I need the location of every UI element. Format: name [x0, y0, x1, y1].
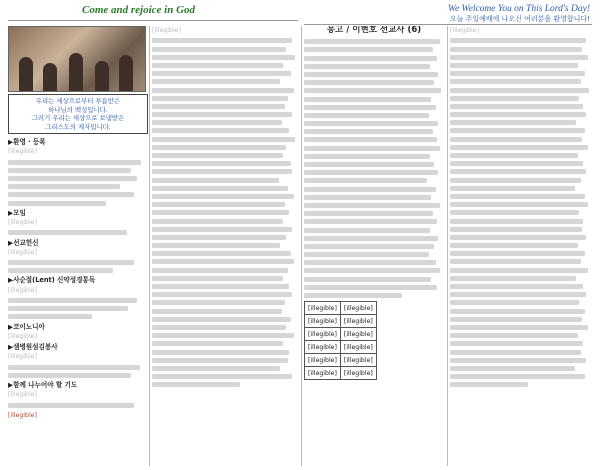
- section-heading: ▶모임: [8, 208, 26, 217]
- illegible-body-text: [304, 39, 444, 298]
- caption-line: 그리스도의 제자입니다.: [45, 122, 111, 131]
- section-heading: ▶선교헌신: [8, 238, 39, 247]
- table-cell: [illegible]: [305, 328, 341, 341]
- table-cell: [illegible]: [340, 354, 376, 367]
- header-right: [304, 4, 592, 25]
- closing-note: [illegible]: [8, 411, 37, 419]
- missionary-info-table: [304, 301, 377, 380]
- section-body: [illegible]: [8, 248, 37, 256]
- congregation-photo: [8, 26, 146, 92]
- table-cell: [illegible]: [340, 315, 376, 328]
- missionary-title: 몽고 / 이현호 선교사 (6): [326, 26, 422, 35]
- caption-line: 우리는 세상으로부터 부름받은: [35, 97, 121, 105]
- table-cell: [illegible]: [305, 341, 341, 354]
- section-body: [illegible]: [8, 391, 37, 399]
- table-row: [305, 315, 377, 328]
- table-cell: [illegible]: [305, 354, 341, 367]
- table-row: [305, 354, 377, 367]
- announcements-column: [8, 26, 148, 464]
- section-heading: ▶코이노니아: [8, 322, 45, 331]
- section-body: [illegible]: [8, 286, 37, 294]
- table-cell: [illegible]: [305, 315, 341, 328]
- welcome-korean: 오늘 주일예배에 나오신 여러분을 환영합니다!: [449, 15, 590, 23]
- page-title: Come and rejoice in God: [82, 4, 196, 16]
- caption-line: 하나님의 백성입니다.: [48, 105, 108, 114]
- column-divider: [149, 26, 150, 466]
- section-heading: ▶사순절(Lent) 신약성경통독: [8, 276, 96, 285]
- reflection-body: [illegible]: [450, 27, 479, 34]
- section-heading: ▶함께 나누어야 할 기도: [8, 381, 78, 389]
- header-left: [8, 4, 298, 21]
- table-cell: [illegible]: [340, 341, 376, 354]
- column-divider: [447, 26, 448, 466]
- column-divider: [301, 26, 302, 466]
- table-cell: [illegible]: [305, 302, 341, 315]
- photo-caption: [8, 94, 148, 134]
- illegible-body-text: [450, 38, 592, 464]
- table-row: [305, 341, 377, 354]
- table-row: [305, 328, 377, 341]
- illegible-body-text: [152, 38, 298, 464]
- section-body: [illegible]: [8, 218, 37, 226]
- table-row: [305, 367, 377, 380]
- section-heading: ▶샘병원섬김봉사: [8, 343, 58, 352]
- section-heading: ▶환영 · 등록: [8, 138, 46, 146]
- welcome-english: We Welcome You on This Lord's Day!: [447, 4, 590, 14]
- section-body: [illegible]: [8, 353, 37, 361]
- caption-line: 그러기 우리는 세상으로 보냄받은: [31, 114, 125, 122]
- reflection-column: [450, 26, 592, 464]
- table-cell: [illegible]: [340, 302, 376, 315]
- article-column: [152, 26, 298, 464]
- section-body: [illegible]: [8, 332, 37, 340]
- table-row: [305, 302, 377, 315]
- section-body: [illegible]: [8, 148, 37, 156]
- table-cell: [illegible]: [340, 328, 376, 341]
- article-intro: [illegible]: [152, 27, 181, 34]
- table-cell: [illegible]: [305, 367, 341, 380]
- missionary-column: [304, 26, 444, 464]
- table-cell: [illegible]: [340, 367, 376, 380]
